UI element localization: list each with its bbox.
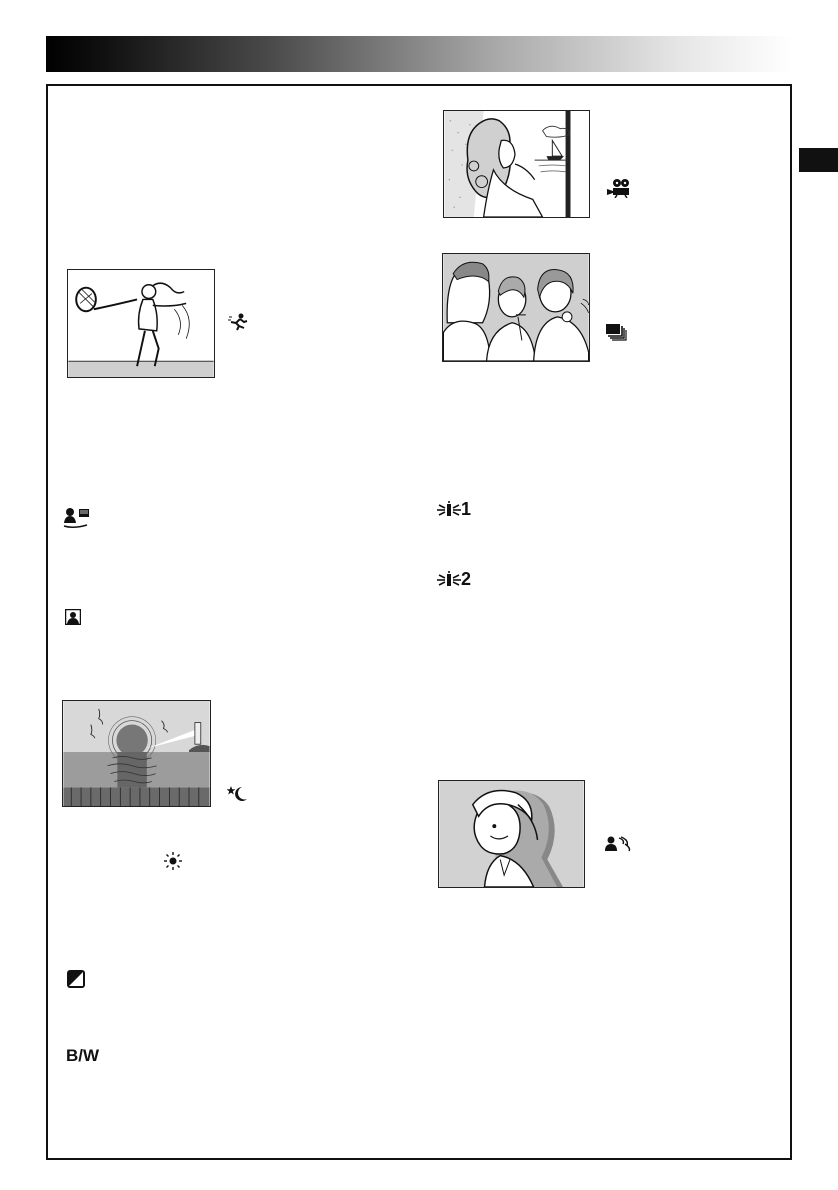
section-tab	[799, 148, 838, 172]
friends-group-illustration	[442, 253, 590, 362]
woman-at-window-illustration	[443, 110, 590, 218]
film-camera-icon	[607, 178, 631, 198]
flash-burst-icon	[437, 571, 461, 589]
person-sun-icon	[63, 507, 91, 529]
ghost-effect-illustration	[438, 780, 585, 888]
monotone-bw-label: B/W	[66, 1046, 100, 1065]
wipe-1-number: 1	[461, 499, 472, 519]
sunset-lighthouse-illustration	[62, 700, 211, 807]
flash-burst-icon	[437, 501, 461, 519]
star-moon-icon	[227, 785, 249, 803]
portrait-icon	[65, 609, 81, 625]
stacked-frames-icon	[606, 324, 632, 342]
running-figure-icon	[228, 313, 248, 331]
half-square-icon	[66, 969, 86, 989]
content-frame	[46, 84, 792, 1160]
double-person-icon	[605, 836, 631, 852]
section-header-bar	[46, 36, 792, 72]
wipe-2-number: 2	[461, 569, 472, 589]
tennis-player-illustration	[67, 269, 215, 378]
sun-icon	[164, 852, 182, 870]
